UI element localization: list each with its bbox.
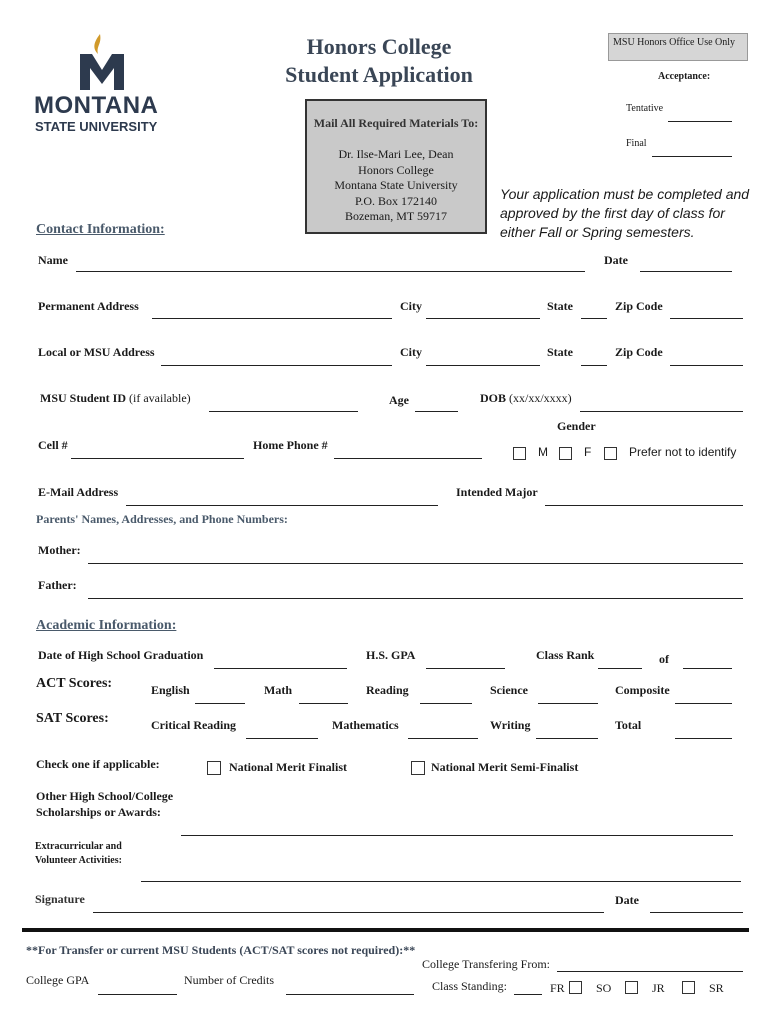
state-label: State [547,299,573,313]
mail-heading: Mail All Required Materials To: [313,116,479,130]
mathematics-label: Mathematics [332,718,399,732]
permanent-address-label: Permanent Address [38,299,139,313]
local-state-field[interactable] [581,365,607,366]
writing-label: Writing [490,718,531,732]
local-address-label: Local or MSU Address [38,345,155,359]
mail-address-box [305,99,487,234]
gender-m-label: M [538,445,548,459]
credits-field[interactable] [286,994,414,995]
msu-m-icon [34,32,174,96]
critical-reading-label: Critical Reading [151,718,236,732]
gender-prefer-checkbox[interactable] [604,447,617,460]
extracurricular-label-1: Extracurricular and [35,841,122,852]
mail-line-1: Dr. Ilse-Mari Lee, Dean [338,147,454,161]
nm-finalist-checkbox[interactable] [207,761,221,775]
extracurricular-label-2: Volunteer Activities: [35,855,122,866]
city-label: City [400,299,422,313]
hs-gpa-label: H.S. GPA [366,648,416,662]
local-zip-field[interactable] [670,365,743,366]
cell-field[interactable] [71,458,244,459]
logo-montana: MONTANA [34,92,159,119]
other-awards-field[interactable] [181,835,733,836]
nm-semifinalist-checkbox[interactable] [411,761,425,775]
age-label: Age [389,393,409,407]
critical-reading-field[interactable] [246,738,318,739]
nm-semifinalist-label: National Merit Semi-Finalist [431,760,579,774]
jr-label: JR [652,981,665,995]
home-phone-label: Home Phone # [253,438,328,452]
fr-checkbox[interactable] [569,981,582,994]
college-gpa-field[interactable] [98,994,177,995]
total-label: Total [615,718,642,732]
gender-f-label: F [584,445,592,459]
class-rank-label: Class Rank [536,648,595,662]
zip-label: Zip Code [615,299,663,313]
date-label: Date [604,253,628,267]
reading-field[interactable] [420,703,472,704]
city-field[interactable] [426,318,540,319]
math-field[interactable] [299,703,348,704]
academic-heading: Academic Information: [36,618,177,633]
dob-field[interactable] [580,411,743,412]
notice-line2: approved by the first day of class for [500,205,725,221]
date-field[interactable] [640,271,732,272]
office-use-header [608,33,748,61]
major-field[interactable] [545,505,743,506]
father-label: Father: [38,578,77,592]
of-label: of [659,652,669,666]
tentative-field[interactable] [668,121,732,122]
other-awards-label-1: Other High School/College [36,789,174,803]
mother-label: Mother: [38,543,81,557]
age-field[interactable] [415,411,458,412]
mail-line-3: Montana State University [334,178,458,192]
logo-state-university: STATE UNIVERSITY [35,119,158,134]
science-label: Science [490,683,528,697]
page-title-line2: Student Application [285,62,473,87]
mathematics-field[interactable] [408,738,478,739]
msu-logo [34,32,174,137]
composite-label: Composite [615,683,670,697]
zip-field[interactable] [670,318,743,319]
act-label: ACT Scores: [36,676,113,691]
total-field[interactable] [675,738,732,739]
math-label: Math [264,683,292,697]
jr-checkbox[interactable] [682,981,695,994]
signature-date-label: Date [615,893,639,907]
notice-line3: either Fall or Spring semesters. [500,224,695,240]
college-from-field[interactable] [557,971,743,972]
section-divider [22,928,749,932]
name-label: Name [38,253,68,267]
science-field[interactable] [538,703,598,704]
other-awards-label-2: Scholarships or Awards: [36,805,161,819]
office-use-label: MSU Honors Office Use Only [613,37,736,48]
hs-gpa-field[interactable] [426,668,505,669]
signature-field[interactable] [93,912,604,913]
fr-label: FR [550,981,565,995]
permanent-address-field[interactable] [152,318,392,319]
class-size-field[interactable] [683,668,732,669]
notice-line1: Your application must be completed and [500,186,750,202]
dob-text: DOB [480,391,507,405]
transfer-heading: **For Transfer or current MSU Students (ACT/SAT scores not required):** [26,943,416,957]
dob-label [480,391,572,406]
fr-field[interactable] [514,994,542,995]
state-field[interactable] [581,318,607,319]
final-label: Final [626,138,647,149]
contact-heading: Contact Information: [36,222,165,237]
class-standing-label: Class Standing: [432,979,508,993]
class-rank-field[interactable] [598,668,642,669]
sat-label: SAT Scores: [36,711,109,726]
college-from-label: College Transfering From: [422,957,550,971]
local-zip-label: Zip Code [615,345,663,359]
student-id-text: MSU Student ID [40,391,127,405]
mother-field[interactable] [88,563,743,564]
reading-label: Reading [366,683,409,697]
gender-label: Gender [557,419,596,433]
signature-label: Signature [35,892,85,906]
sr-label: SR [709,981,724,995]
gender-prefer-label: Prefer not to identify [629,445,737,459]
cell-label: Cell # [38,438,68,452]
local-city-label: City [400,345,422,359]
gender-f-checkbox[interactable] [559,447,572,460]
mail-line-5: Bozeman, MT 59717 [344,209,448,223]
so-label: SO [596,981,612,995]
extracurricular-field[interactable] [141,881,741,882]
english-label: English [151,683,190,697]
hs-grad-label: Date of High School Graduation [38,648,204,662]
student-id-field[interactable] [209,411,358,412]
gender-m-checkbox[interactable] [513,447,526,460]
page-title-line1: Honors College [306,34,452,59]
signature-date-field[interactable] [650,912,743,913]
college-gpa-label: College GPA [26,973,90,987]
email-label: E-Mail Address [38,485,119,499]
so-checkbox[interactable] [625,981,638,994]
home-phone-field[interactable] [334,458,482,459]
student-id-note: (if available) [129,391,191,405]
acceptance-label: Acceptance: [658,71,711,82]
dob-format: (xx/xx/xxxx) [509,391,572,405]
local-address-field[interactable] [161,365,392,366]
nm-finalist-label: National Merit Finalist [229,760,347,774]
parents-label: Parents' Names, Addresses, and Phone Numbers: [36,512,288,526]
name-field[interactable] [76,271,585,272]
hs-grad-field[interactable] [214,668,347,669]
final-field[interactable] [652,156,732,157]
credits-label: Number of Credits [184,973,274,987]
check-one-label: Check one if applicable: [36,757,160,771]
father-field[interactable] [88,598,743,599]
mail-line-2: Honors College [358,163,434,177]
student-id-label [40,391,191,406]
email-field[interactable] [126,505,438,506]
mail-line-4: P.O. Box 172140 [354,194,437,208]
local-state-label: State [547,345,573,359]
writing-field[interactable] [536,738,598,739]
major-label: Intended Major [456,485,538,499]
local-city-field[interactable] [426,365,540,366]
composite-field[interactable] [675,703,732,704]
tentative-label: Tentative [626,103,664,114]
english-field[interactable] [195,703,245,704]
